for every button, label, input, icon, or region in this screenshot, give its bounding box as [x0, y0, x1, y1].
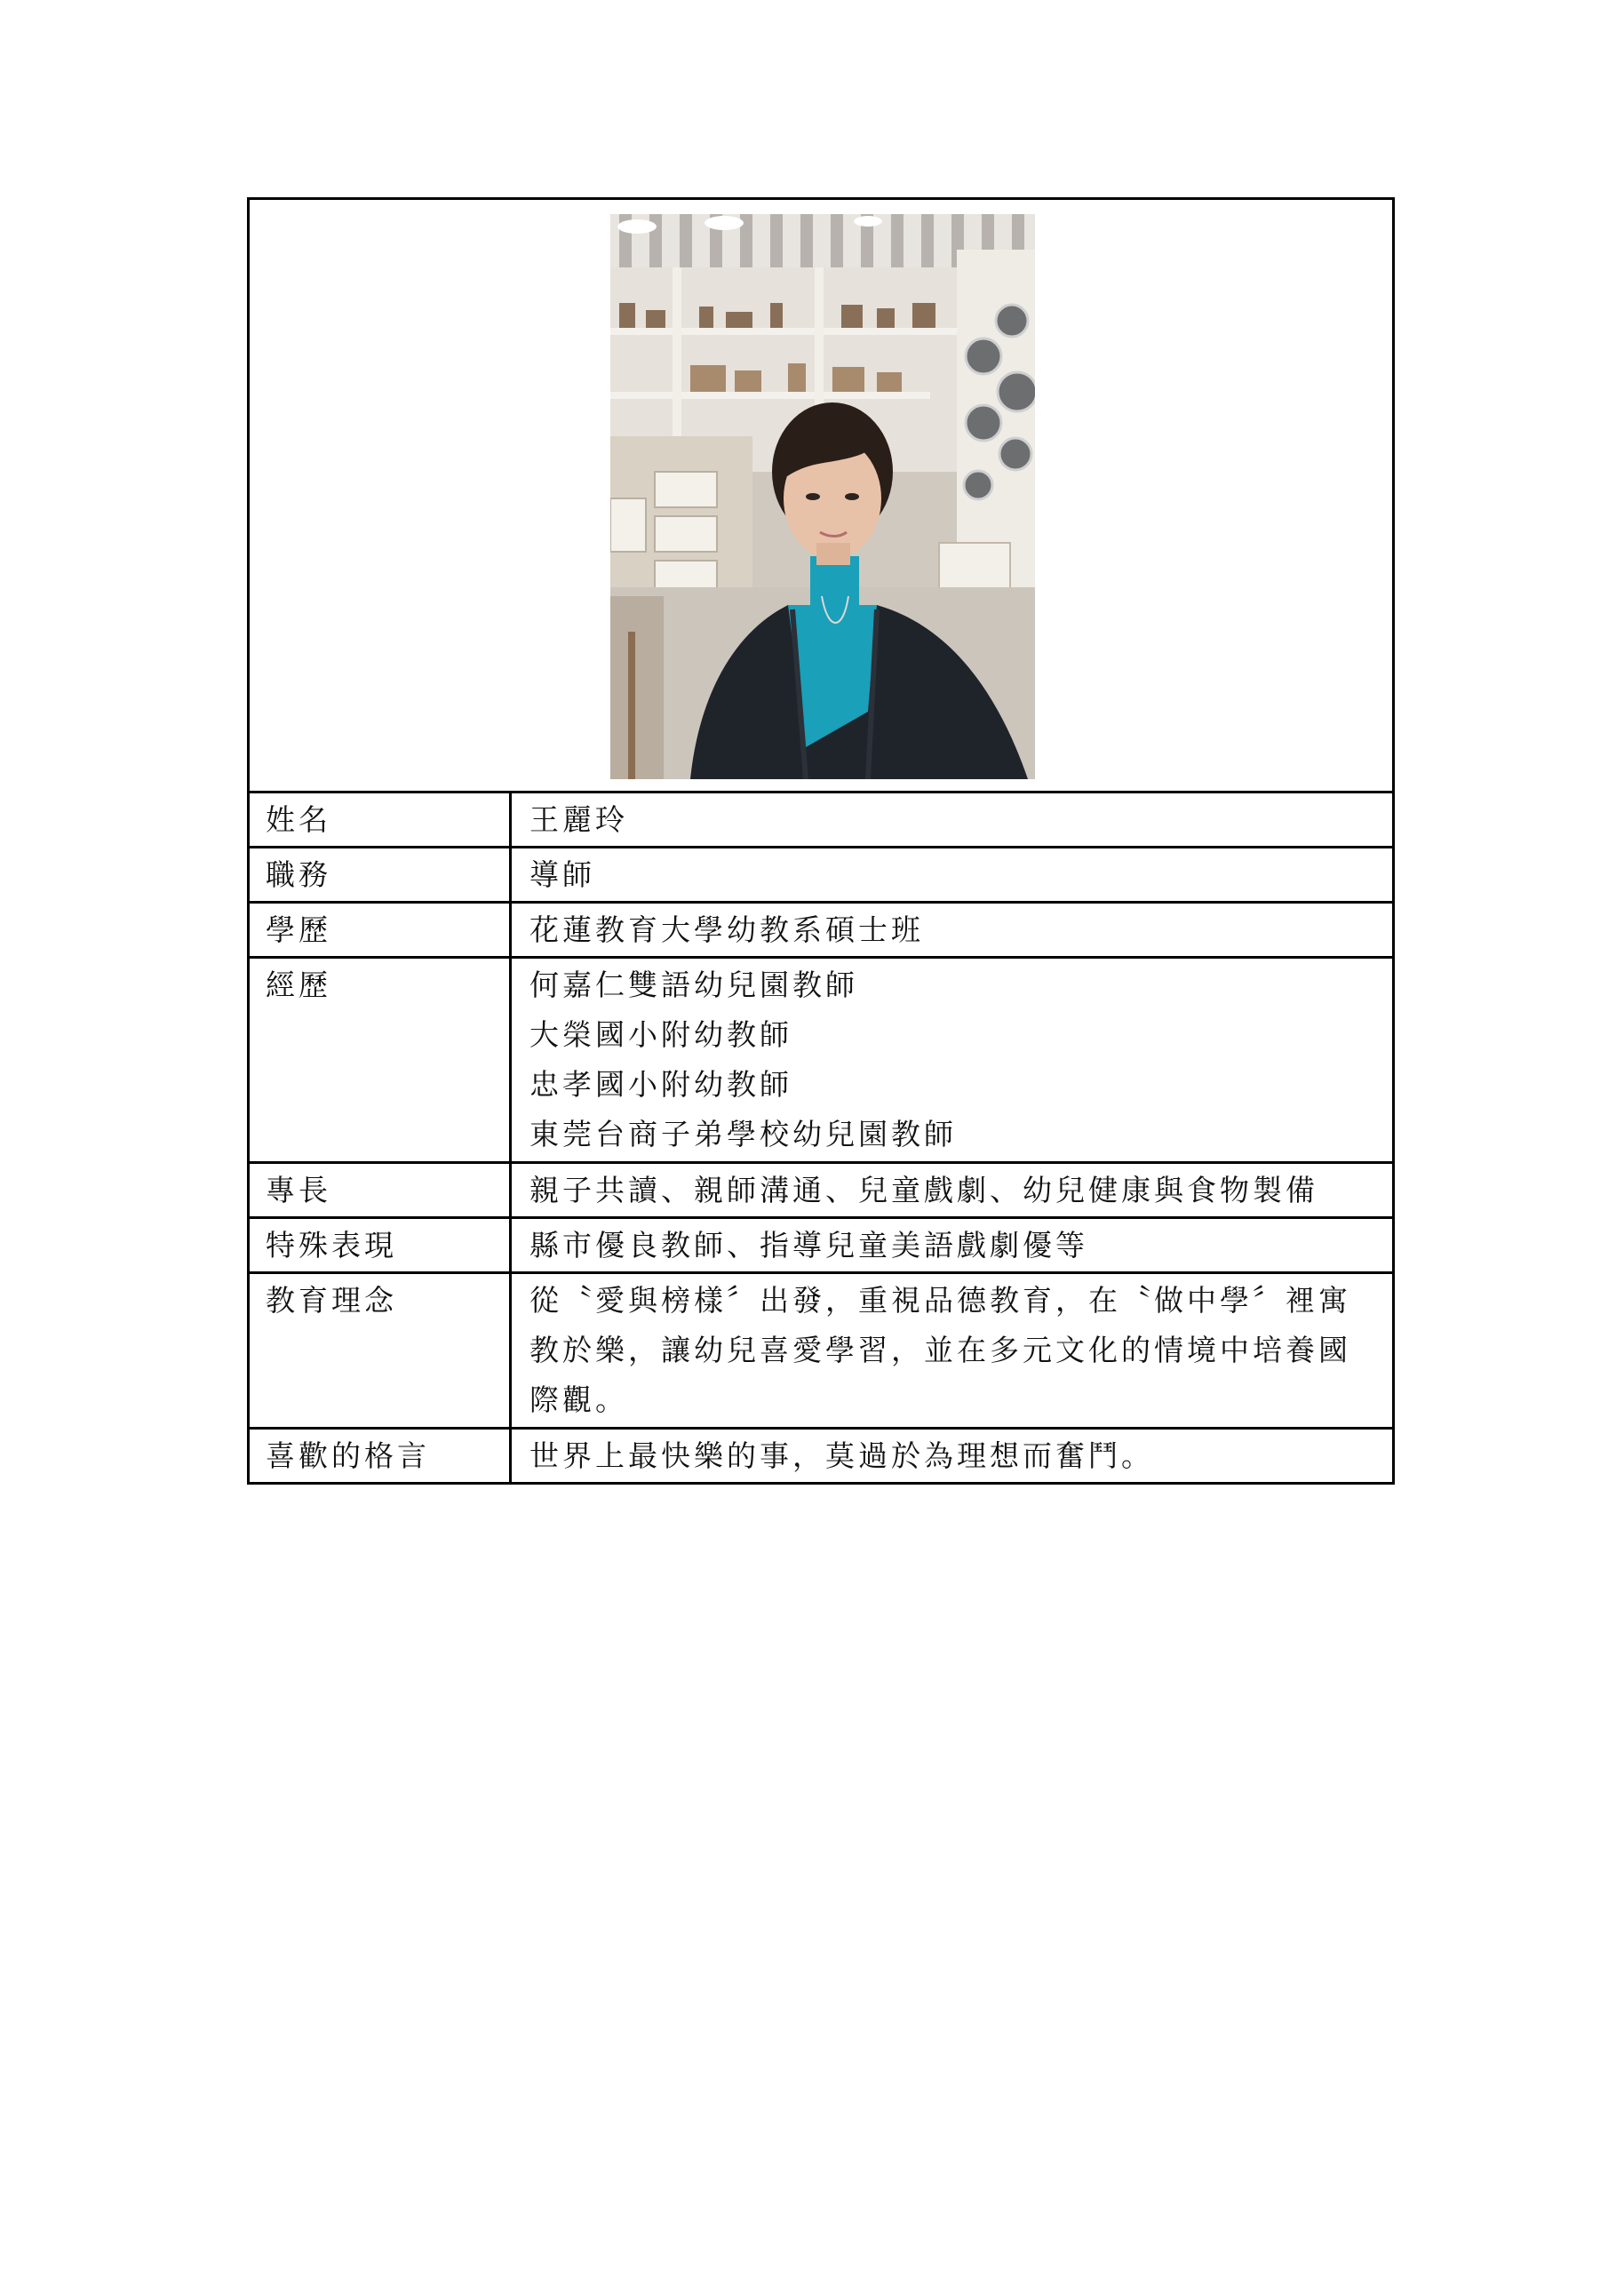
philosophy-line: 際觀。 — [529, 1382, 628, 1417]
row-name — [250, 793, 1392, 848]
label-motto: 喜歡的格言 — [250, 1430, 512, 1482]
experience-line: 東莞台商子弟學校幼兒園教師 — [529, 1117, 957, 1151]
label-achievements: 特殊表現 — [250, 1219, 512, 1271]
row-education — [250, 904, 1392, 959]
row-specialty — [250, 1164, 1392, 1219]
row-motto — [250, 1430, 1392, 1482]
philosophy-line: 從〝愛與榜樣〞出發，重視品德教育，在〝做中學〞裡寓 — [529, 1283, 1351, 1318]
row-experience — [250, 959, 1392, 1164]
experience-line: 大榮國小附幼教師 — [529, 1017, 792, 1052]
label-education: 學歷 — [250, 904, 512, 956]
value-position: 導師 — [529, 857, 595, 892]
experience-line: 忠孝國小附幼教師 — [529, 1067, 792, 1102]
value-philosophy — [512, 1274, 1392, 1427]
label-philosophy: 教育理念 — [250, 1274, 512, 1427]
teacher-photo — [610, 214, 1035, 779]
profile-table — [247, 197, 1395, 1485]
value-specialty: 親子共讀、親師溝通、兒童戲劇、幼兒健康與食物製備 — [529, 1173, 1318, 1207]
label-specialty: 專長 — [250, 1164, 512, 1216]
value-education: 花蓮教育大學幼教系碩士班 — [529, 912, 924, 947]
label-experience: 經歷 — [250, 959, 512, 1161]
row-achievements — [250, 1219, 1392, 1274]
value-motto: 世界上最快樂的事，莫過於為理想而奮鬥。 — [529, 1438, 1154, 1473]
philosophy-line: 教於樂，讓幼兒喜愛學習，並在多元文化的情境中培養國 — [529, 1333, 1351, 1367]
value-achievements: 縣市優良教師、指導兒童美語戲劇優等 — [529, 1228, 1088, 1262]
row-position — [250, 848, 1392, 904]
experience-line: 何嘉仁雙語幼兒園教師 — [529, 968, 858, 1002]
value-experience — [512, 959, 1392, 1161]
photo-cell — [250, 200, 1392, 793]
label-name: 姓名 — [250, 793, 512, 846]
value-name: 王麗玲 — [529, 802, 628, 837]
row-philosophy — [250, 1274, 1392, 1430]
label-position: 職務 — [250, 848, 512, 901]
